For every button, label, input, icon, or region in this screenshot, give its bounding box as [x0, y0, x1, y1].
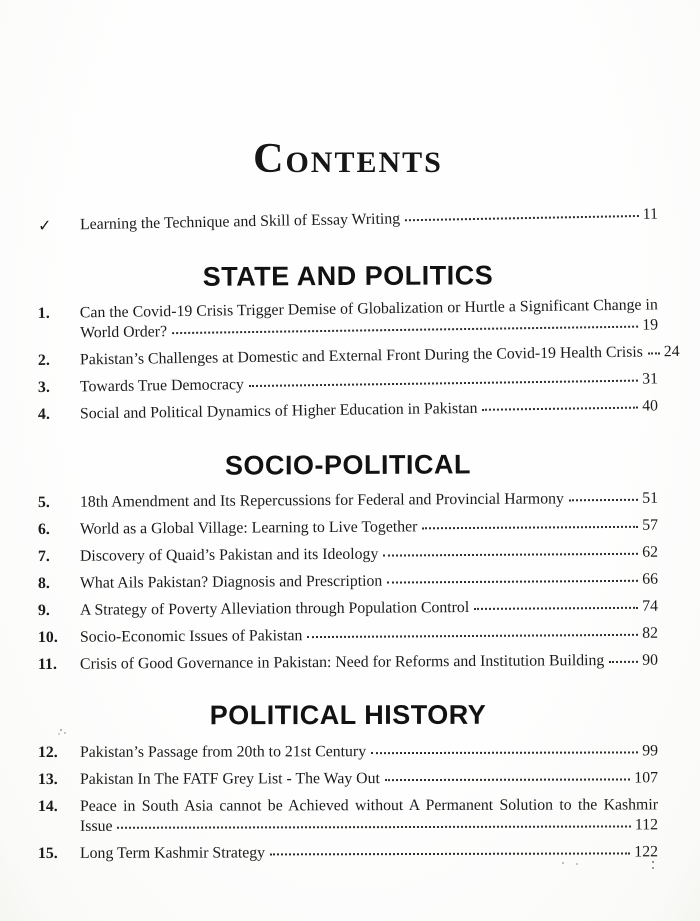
toc-entry	[38, 516, 658, 540]
entry-title: Learning the Technique and Skill of Essay Writing	[79, 210, 401, 234]
entry-title: Can the Covid-19 Crisis Trigger Demise of Globalization or Hurtle a Significant Change in	[79, 296, 658, 322]
dot-leader	[387, 580, 638, 584]
entry-title: What Ails Pakistan? Diagnosis and Prescription	[79, 572, 383, 592]
entry-title: World as a Global Village: Learning to Live Together	[79, 518, 418, 538]
entry-page-number: 112	[634, 816, 659, 834]
entry-page-number: 99	[642, 742, 659, 760]
page-content	[37, 0, 680, 871]
entry-title: Pakistan’s Passage from 20th to 21st Century	[79, 743, 367, 761]
entry-page-number: 74	[642, 597, 659, 615]
entry-title: Pakistan In The FATF Grey List - The Way Out	[79, 770, 380, 788]
entry-title: Crisis of Good Governance in Pakistan: Need for Reforms and Institution Building	[79, 652, 605, 673]
entry-title: 18th Amendment and Its Repercussions for Federal and Provincial Harmony	[79, 490, 564, 511]
dot-leader	[249, 380, 638, 387]
toc-entry	[38, 651, 658, 675]
toc-entry	[38, 543, 658, 567]
toc-entry-intro	[38, 205, 658, 236]
entry-number: 2.	[37, 351, 50, 369]
entry-number: 7.	[37, 547, 50, 565]
entry-number: 3.	[37, 378, 50, 396]
toc-entry	[38, 396, 658, 425]
page-title: CONTENTS	[253, 136, 443, 182]
dot-leader	[482, 407, 638, 411]
section-heading-socio-political: SOCIO-POLITICAL	[224, 449, 472, 481]
entry-page-number: 107	[634, 769, 659, 787]
entry-title: Social and Political Dynamics of Higher Education in Pakistan	[79, 399, 478, 423]
entry-number: 14.	[37, 797, 58, 815]
toc-entry	[38, 489, 658, 513]
entry-page-number: 62	[642, 543, 659, 561]
toc-entry	[38, 369, 658, 398]
toc-entry	[38, 295, 658, 344]
scan-artifact	[652, 861, 654, 863]
dot-leader	[385, 778, 630, 781]
entry-title: A Strategy of Poverty Alleviation through Population Control	[79, 598, 470, 619]
scan-artifact	[562, 862, 564, 864]
dot-leader	[609, 661, 638, 663]
entry-title: Discovery of Quaid’s Pakistan and its Ideology	[79, 545, 379, 565]
entry-page-number: 19	[642, 316, 659, 334]
entry-page-number: 31	[642, 370, 659, 388]
toc-entry	[38, 795, 658, 837]
dot-leader	[307, 634, 638, 638]
toc-entry	[38, 768, 658, 790]
toc-entry	[38, 624, 658, 648]
entry-page-number: 51	[642, 489, 659, 507]
entry-page-number: 66	[642, 570, 659, 588]
dot-leader	[405, 215, 639, 221]
toc-entry	[37, 342, 680, 371]
entry-title-continued: Issue	[80, 817, 113, 835]
entry-page-number: 57	[642, 516, 659, 534]
entry-number: 9.	[37, 601, 50, 619]
entry-title: Peace in South Asia cannot be Achieved without A Permanent Solution to the Kashmir	[79, 796, 658, 815]
entry-number: 10.	[37, 628, 58, 646]
entry-number: 15.	[37, 844, 58, 862]
dot-leader	[172, 326, 638, 335]
checkmark-icon: ✓	[37, 215, 52, 235]
toc-entry	[38, 597, 658, 621]
entry-number: 4.	[37, 405, 50, 423]
entry-title: Long Term Kashmir Strategy	[79, 844, 266, 862]
entry-page-number: 82	[642, 624, 659, 642]
toc-entry	[38, 842, 658, 864]
scan-artifact	[60, 729, 62, 731]
entry-page-number: 122	[634, 843, 659, 861]
dot-leader	[371, 751, 638, 754]
dot-leader	[422, 526, 638, 530]
entry-title: Socio-Economic Issues of Pakistan	[79, 627, 303, 646]
toc-entry	[38, 570, 658, 594]
entry-number: 8.	[37, 574, 50, 592]
dot-leader	[383, 553, 638, 557]
entry-title-continued: World Order?	[80, 323, 168, 342]
dot-leader	[117, 825, 630, 828]
toc-entry	[38, 741, 658, 763]
dot-leader	[474, 607, 638, 610]
dot-leader	[569, 499, 638, 501]
entry-page-number: 24	[663, 343, 680, 361]
section-heading-state-and-politics: STATE AND POLITICS	[202, 260, 494, 292]
entry-title: Towards True Democracy	[79, 376, 244, 396]
dot-leader	[648, 352, 660, 354]
entry-page-number: 40	[642, 397, 659, 415]
entry-number: 6.	[37, 520, 50, 538]
entry-number: 12.	[37, 743, 58, 761]
entry-number: 5.	[37, 493, 50, 511]
entry-number: 1.	[37, 304, 50, 323]
entry-page-number: 11	[642, 205, 659, 223]
entry-number: 11.	[37, 655, 57, 673]
entry-page-number: 90	[642, 651, 659, 669]
dot-leader	[270, 852, 630, 855]
section-heading-political-history: POLITICAL HISTORY	[209, 699, 487, 731]
entry-number: 13.	[37, 770, 58, 788]
entry-title: Pakistan’s Challenges at Domestic and External Front During the Covid-19 Health Crisis	[79, 343, 643, 369]
